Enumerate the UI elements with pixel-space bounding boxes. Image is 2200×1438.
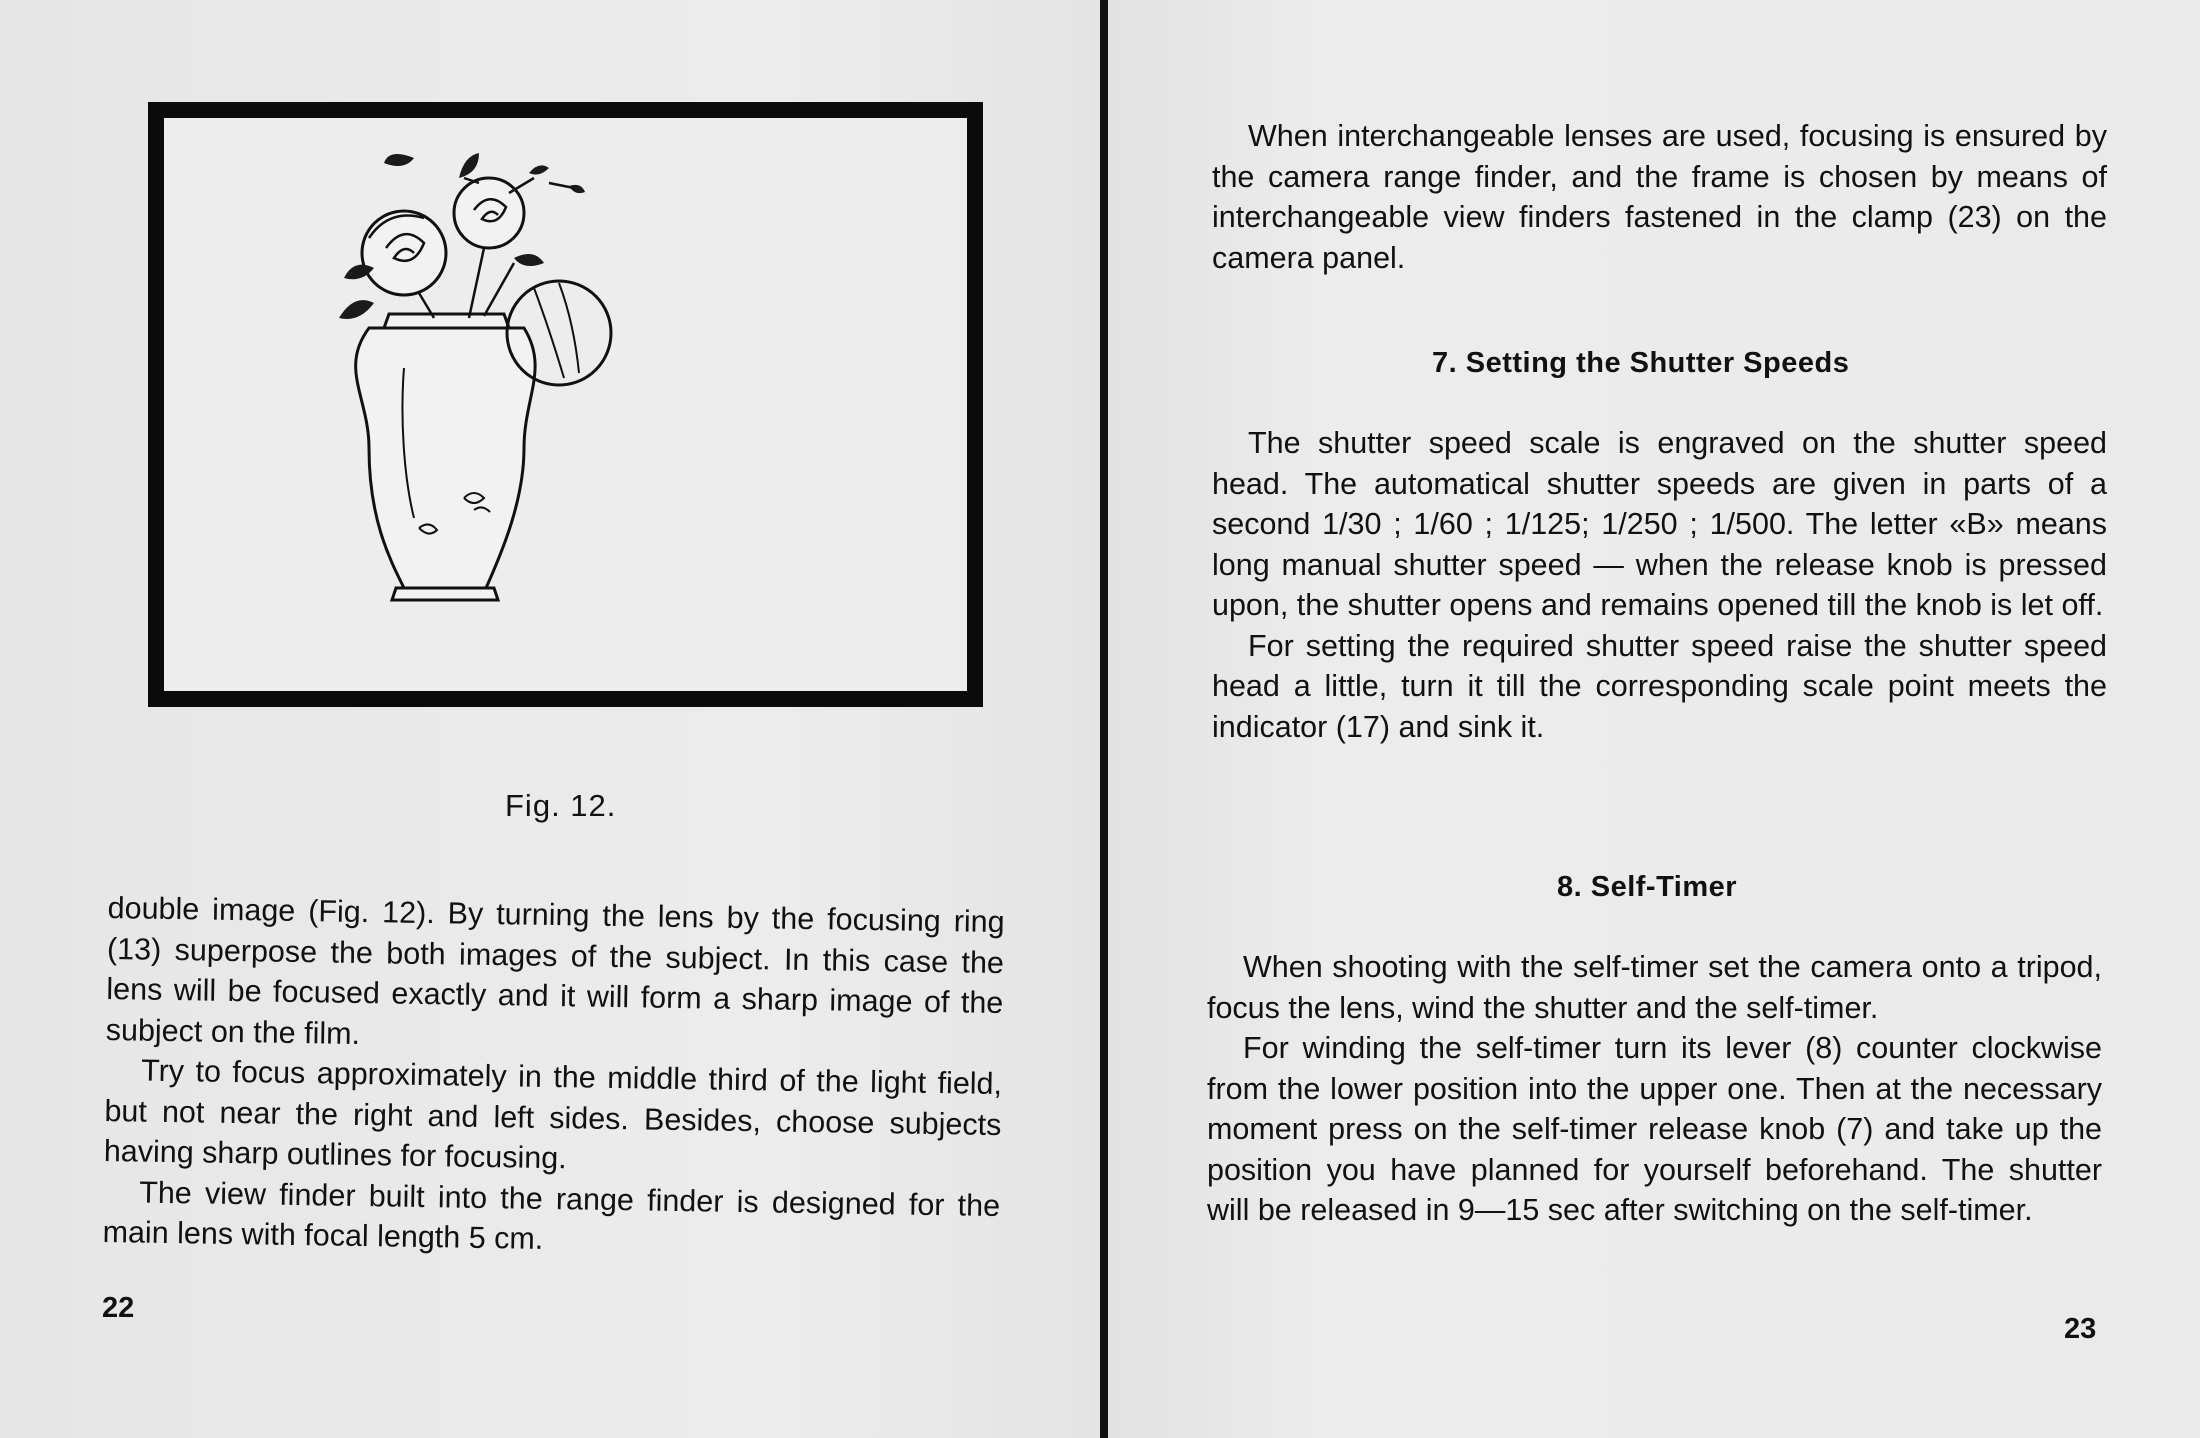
section-heading-shutter-speeds: 7. Setting the Shutter Speeds [1432, 347, 1850, 379]
shutter-speeds-text [1212, 423, 2107, 747]
paragraph: For setting the required shutter speed raise the shutter speed head a little, turn it till the corresponding scale point meets the indicator (17) and sink it. [1212, 628, 2107, 744]
page-number-right: 23 [2064, 1313, 2097, 1345]
figure-caption: Fig. 12. [505, 788, 617, 823]
paragraph: Try to focus approximately in the middle third of the light field, but not near the right and left sides. Besides, choose subjects having sharp outlines for focusing. [103, 1053, 1003, 1176]
rose-left [362, 211, 446, 295]
paragraph: The shutter speed scale is engraved on the shutter speed head. The automatical shutter speeds are given in parts of a second 1/30 ; 1/60 ; 1/125; 1/250 ; 1/500. The letter «B» means long manual shutter speed — when the release knob is pressed upon, the shutter opens and remains opened till the knob is let off. [1212, 426, 2107, 622]
figure-12-illustration [148, 102, 983, 707]
double-image-lines [534, 283, 579, 378]
paragraph: The view finder built into the range finder is designed for the main lens with focal length 5 cm. [102, 1175, 1001, 1256]
section-heading-self-timer: 8. Self-Timer [1557, 871, 1738, 903]
intro-paragraph: When interchangeable lenses are used, focusing is ensured by the camera range finder, and the frame is chosen by means of interchangeable view finders fastened in the clamp (23) on the camera panel. [1212, 119, 2107, 275]
rose-right [454, 178, 524, 248]
paragraph: double image (Fig. 12). By turning the lens by the focusing ring (13) superpose the both images of the subject. In this case the lens will be focused exactly and it will form a sharp image of the subject on the film. [105, 890, 1005, 1051]
left-body-text [102, 888, 1005, 1267]
vase-outline [356, 328, 535, 588]
vase-neck [384, 314, 509, 328]
paragraph: When shooting with the self-timer set the camera onto a tripod, focus the lens, wind the shutter and the self-timer. [1207, 950, 2102, 1025]
self-timer-text [1207, 947, 2102, 1231]
page-number-left: 22 [102, 1292, 135, 1324]
vase-base [392, 588, 498, 600]
vase-with-roses-drawing [164, 118, 967, 691]
paragraph: For winding the self-timer turn its lever (8) counter clockwise from the lower position into the upper one. Then at the necessary moment press on the self-timer release knob (7) and take up the position you have planned for yourself beforehand. The shutter will be released in 9—15 sec after switching on the self-timer. [1207, 1031, 2102, 1227]
